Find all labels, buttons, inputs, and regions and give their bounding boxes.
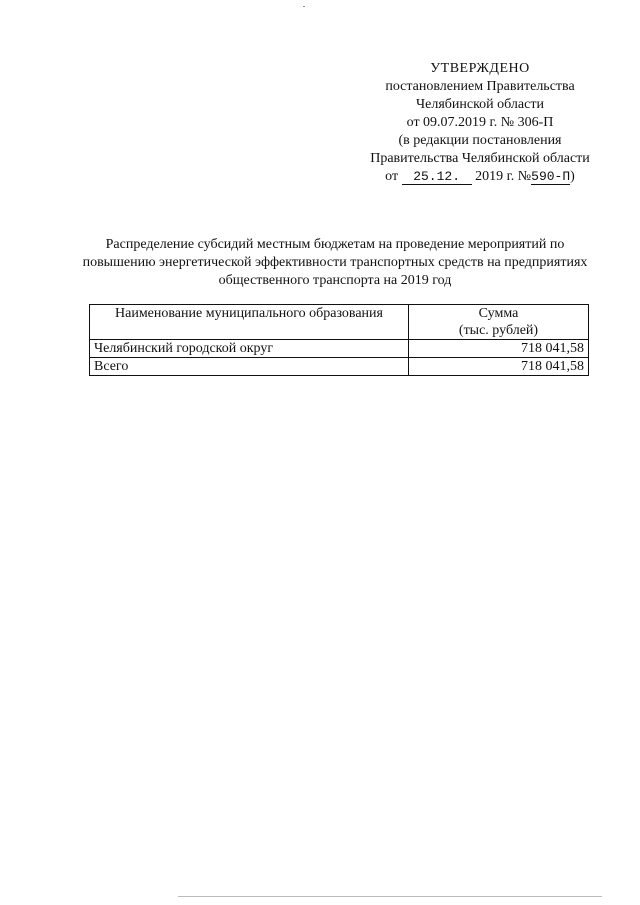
header-sum-line2: (тыс. рублей)	[458, 323, 539, 338]
amendment-prefix: от	[385, 169, 399, 184]
total-name: Всего	[90, 358, 409, 376]
amendment-line	[350, 168, 610, 186]
amendment-date: 25.12.	[402, 170, 472, 185]
total-sum: 718 041,58	[409, 358, 589, 376]
amendment-mid: 2019 г. №	[475, 169, 532, 184]
header-sum	[409, 305, 589, 340]
approval-line: Правительства Челябинской области	[370, 151, 590, 166]
approval-title: УТВЕРЖДЕНО	[430, 61, 530, 76]
document-title: Распределение субсидий местным бюджетам на проведение мероприятий по повышению энергетической эффективности транспортных средств на предприятиях общественного транспорта на 2019 год	[82, 237, 588, 288]
distribution-table	[89, 304, 589, 376]
approval-line: (в редакции постановления	[398, 133, 562, 148]
table-row	[90, 340, 589, 358]
approval-line: постановлением Правительства	[385, 79, 575, 94]
row-sum: 718 041,58	[409, 340, 589, 358]
amendment-suffix: )	[570, 169, 575, 184]
header-name: Наименование муниципального образования	[90, 305, 409, 340]
row-name: Челябинский городской округ	[90, 340, 409, 358]
scan-speck	[303, 6, 305, 7]
approval-line: от 09.07.2019 г. № 306-П	[406, 115, 554, 130]
table-header-row	[90, 305, 589, 340]
scan-edge-line	[178, 896, 602, 897]
amendment-number: 590-П	[531, 169, 571, 184]
approval-block	[350, 60, 610, 186]
approval-line: Челябинской области	[416, 97, 544, 112]
header-sum-line1: Сумма	[478, 306, 519, 321]
table-row	[90, 358, 589, 376]
